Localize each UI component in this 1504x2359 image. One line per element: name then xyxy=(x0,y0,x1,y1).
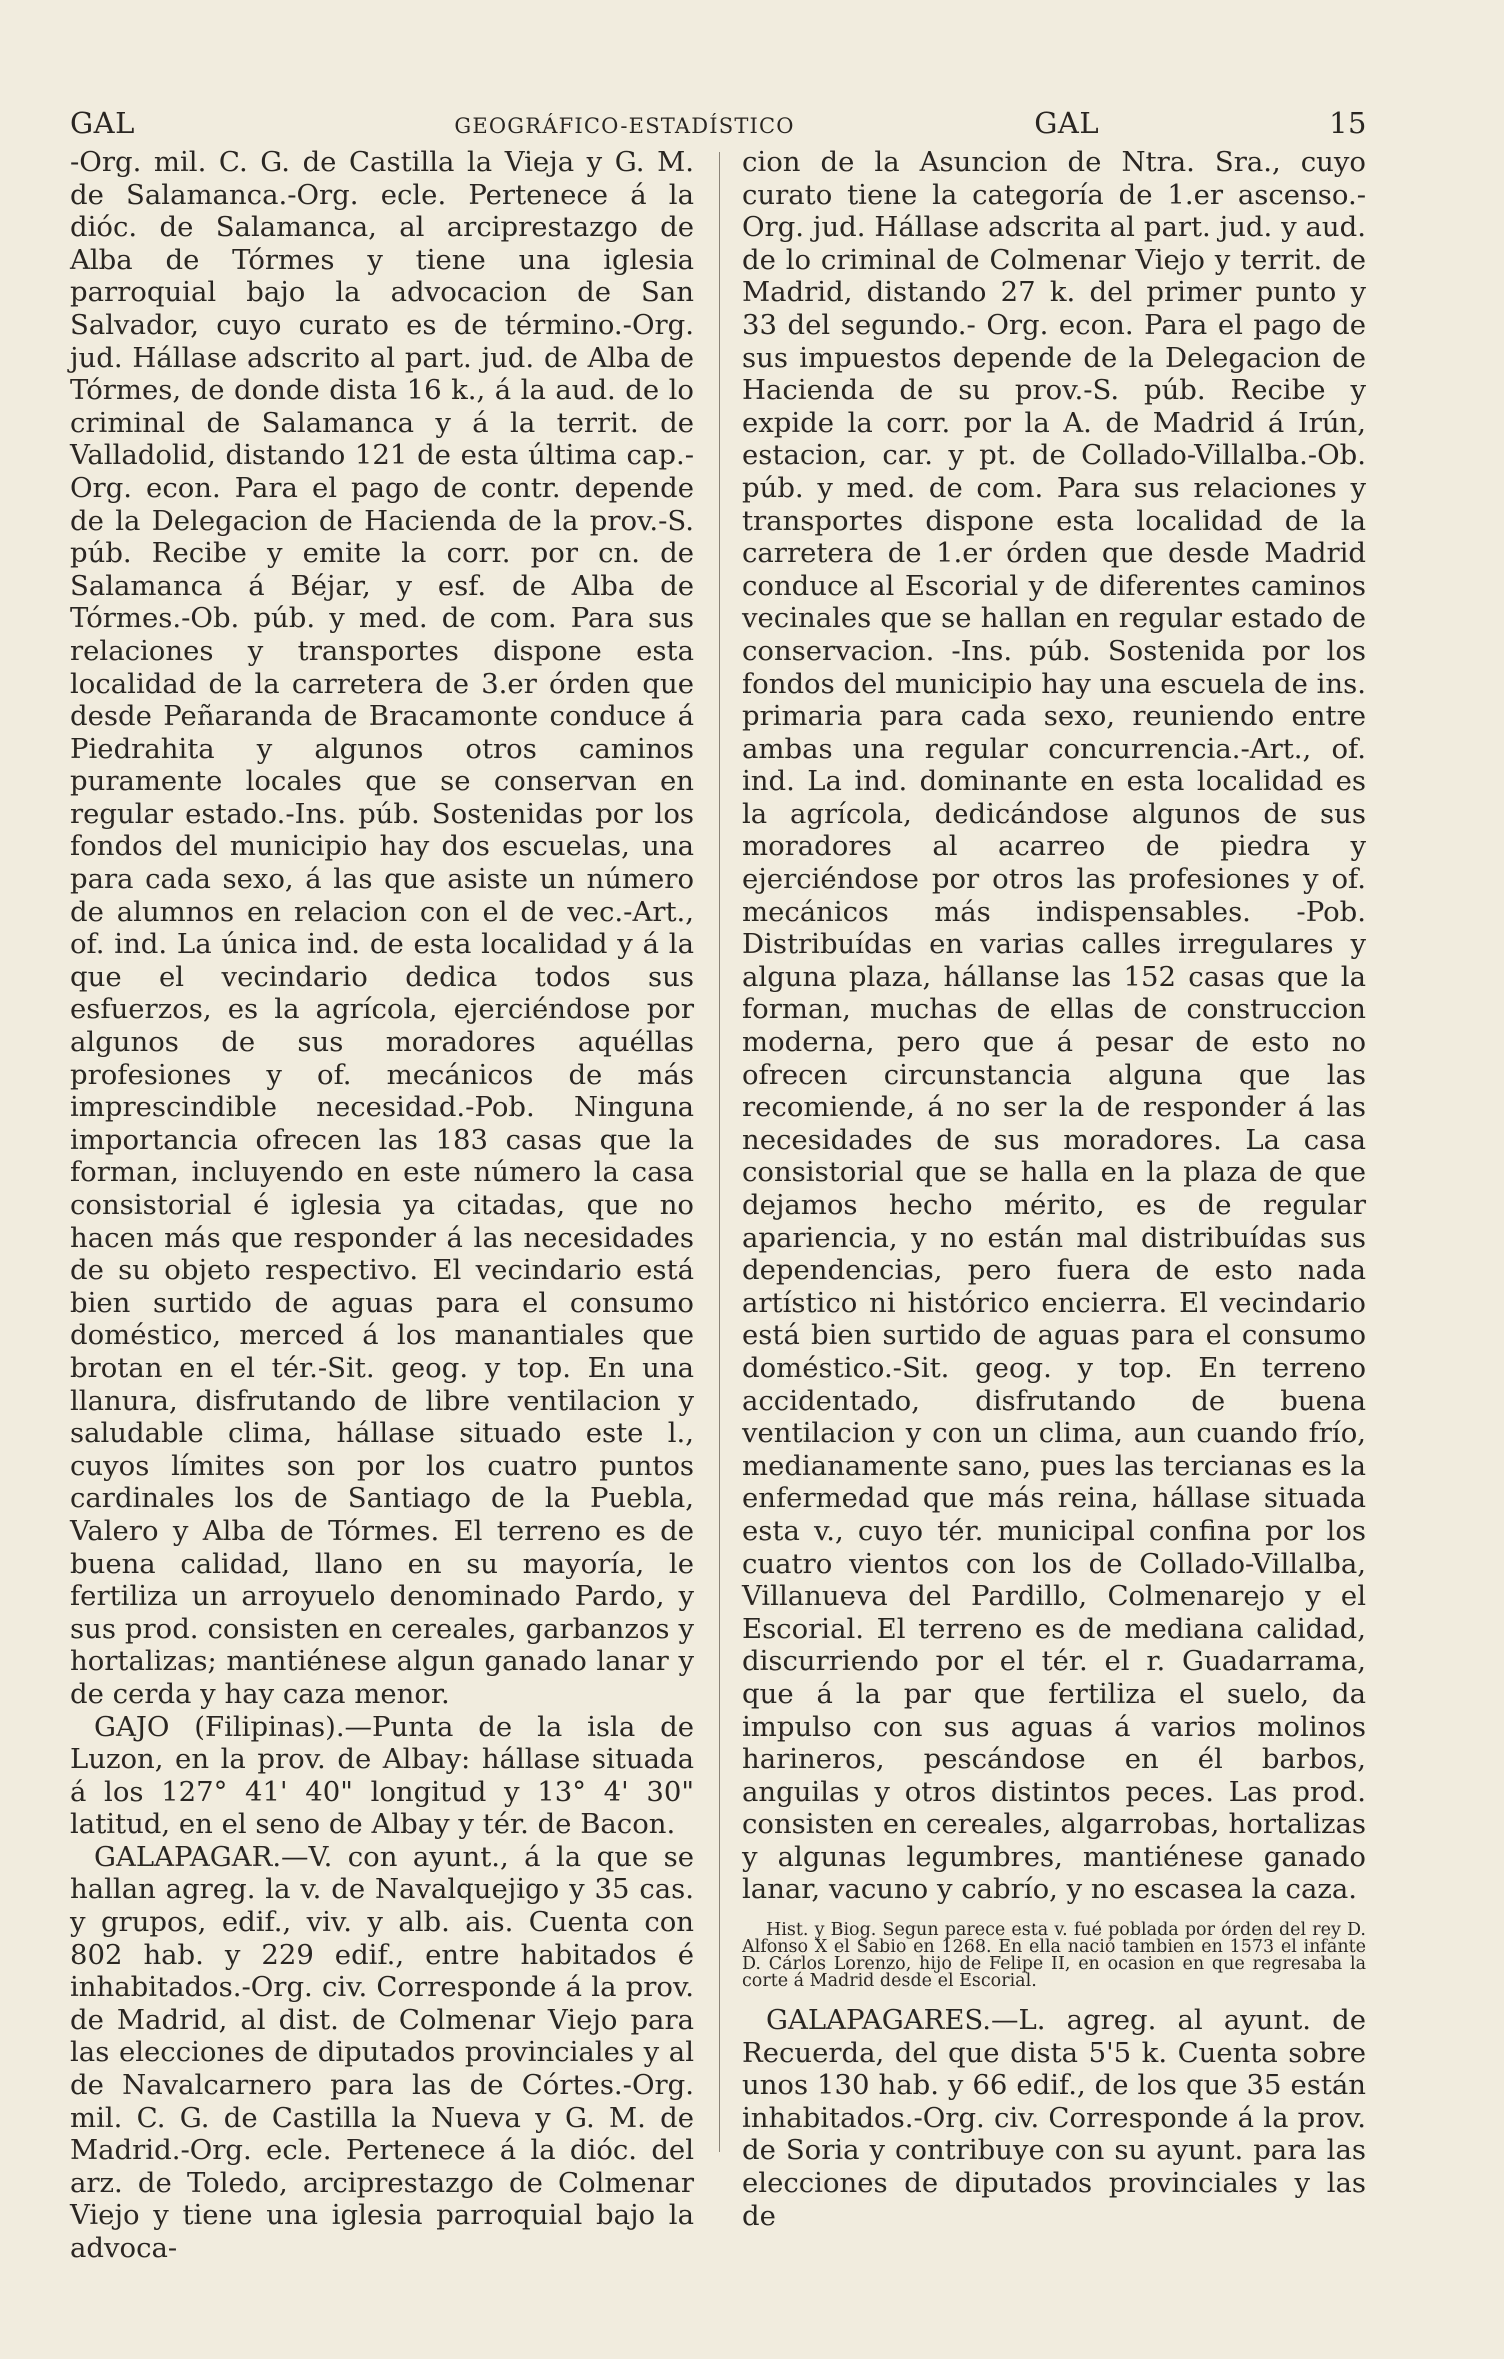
entry-galapagar: GALAPAGAR.—V. con ayunt., á la que se hallan agreg. la v. de Navalquejigo y 35 cas. y grupos, edif., viv. y alb. ais. Cuenta con 802 hab. y 229 edif., entre habitados é inhabitados.-Org. civ. Corresponde á la prov. de Madrid, al dist. de Colmenar Viejo para las elecciones de diputados provinciales y al de Navalcarnero para las de Córtes.-Org. mil. C. G. de Castilla la Nueva y G. M. de Madrid.-Org. ecle. Pertenece á la dióc. del arz. de Toledo, arciprestazgo de Colmenar Viejo y tiene una iglesia parroquial bajo la advoca- xyxy=(70,1840,694,2264)
entry-galapagar-continued: cion de la Asuncion de Ntra. Sra., cuyo curato tiene la categoría de 1.er ascenso.-Org. jud. Hállase adscrita al part. jud. y aud. de lo criminal de Colmenar Viejo y territ. de Madrid, distando 27 k. del primer punto y 33 del segundo.- Org. econ. Para el pago de sus impuestos depende de la Delegacion de Hacienda de su prov.-S. púb. Recibe y expide la corr. por la A. de Madrid á Irún, estacion, car. y pt. de Collado-Villalba.-Ob. púb. y med. de com. Para sus relaciones y transportes dispone esta localidad de la carretera de 1.er órden que desde Madrid conduce al Escorial y de diferentes caminos vecinales que se hallan en regular estado de conservacion. -Ins. púb. Sostenida por los fondos del municipio hay una escuela de ins. primaria para cada sexo, reuniendo entre ambas una regular concurrencia.-Art., of. ind. La ind. dominante en esta localidad es la agrícola, dedicándose algunos de sus moradores al acarreo de piedra y ejerciéndose por otros las profesiones y of. mecánicos más indispensables. -Pob. Distribuídas en varias calles irregulares y alguna plaza, hállanse las 152 casas que la forman, muchas de ellas de construccion moderna, pero que á pesar de esto no ofrecen circunstancia alguna que las recomiende, á no ser la de responder á las necesidades de sus moradores. La casa consistorial que se halla en la plaza de que dejamos hecho mérito, es de regular apariencia, y no están mal distribuídas sus dependencias, pero fuera de esto nada artístico ni histórico encierra. El vecindario está bien surtido de aguas para el consumo doméstico.-Sit. geog. y top. En terreno accidentado, disfrutando de buena ventilacion y con un clima, aun cuando frío, medianamente sano, pues las tercianas es la enfermedad que más reina, hállase situada esta v., cuyo tér. municipal confina por los cuatro vientos con los de Collado-Villalba, Villanueva del Pardillo, Colmenarejo y el Escorial. El terreno es de mediana calidad, discurriendo por el tér. el r. Guadarrama, que á la par que fertiliza el suelo, da impulso con sus aguas á varios molinos harineros, pescándose en él barbos, anguilas y otros distintos peces. Las prod. consisten en cereales, algarrobas, hortalizas y algunas legumbres, mantiénese ganado lanar, vacuno y cabrío, y no escasea la caza. xyxy=(742,146,1366,1906)
right-column xyxy=(742,146,1366,2232)
header-title: GEOGRÁFICO-ESTADÍSTICO xyxy=(454,114,795,138)
header-right-group xyxy=(1034,106,1367,140)
column-divider xyxy=(719,152,720,2152)
left-column xyxy=(70,146,694,2265)
entry-continuation-left: -Org. mil. C. G. de Castilla la Vieja y G. M. de Salamanca.-Org. ecle. Pertenece á la dióc. de Salamanca, al arciprestazgo de Alba de Tórmes y tiene una iglesia parroquial bajo la advocacion de San Salvador, cuyo curato es de término.-Org. jud. Hállase adscrito al part. jud. de Alba de Tórmes, de donde dista 16 k., á la aud. de lo criminal de Salamanca y á la territ. de Valladolid, distando 121 de esta última cap.-Org. econ. Para el pago de contr. depende de la Delegacion de Hacienda de la prov.-S. púb. Recibe y emite la corr. por cn. de Salamanca á Béjar, y esf. de Alba de Tórmes.-Ob. púb. y med. de com. Para sus relaciones y transportes dispone esta localidad de la carretera de 3.er órden que desde Peñaranda de Bracamonte conduce á Piedrahita y algunos otros caminos puramente locales que se conservan en regular estado.-Ins. púb. Sostenidas por los fondos del municipio hay dos escuelas, una para cada sexo, á las que asiste un número de alumnos en relacion con el de vec.-Art., of. ind. La única ind. de esta localidad y á la que el vecindario dedica todos sus esfuerzos, es la agrícola, ejerciéndose por algunos de sus moradores aquéllas profesiones y of. mecánicos de más imprescindible necesidad.-Pob. Ninguna importancia ofrecen las 183 casas que la forman, incluyendo en este número la casa consistorial é iglesia ya citadas, que no hacen más que responder á las necesidades de su objeto respectivo. El vecindario está bien surtido de aguas para el consumo doméstico, merced á los manantiales que brotan en el tér.-Sit. geog. y top. En una llanura, disfrutando de libre ventilacion y saludable clima, hállase situado este l., cuyos límites son por los cuatro puntos cardinales los de Santiago de la Puebla, Valero y Alba de Tórmes. El terreno es de buena calidad, llano en su mayoría, le fertiliza un arroyuelo denominado Pardo, y sus prod. consisten en cereales, garbanzos y hortalizas; mantiénese algun ganado lanar y de cerda y hay caza menor. xyxy=(70,146,694,1710)
page-number: 15 xyxy=(1329,106,1367,140)
historical-note: Hist. y Biog. Segun parece esta v. fué poblada por órden del rey D. Alfonso X el Sabio en 1268. En ella nació tambien en 1573 el infante D. Cárlos Lorenzo, hijo de Felipe II, en ocasion en que regresaba la corte á Madrid desde el Escorial. xyxy=(742,1920,1366,1992)
header-left-word: GAL xyxy=(70,106,135,140)
running-header xyxy=(70,106,1367,140)
header-right-word: GAL xyxy=(1034,106,1100,140)
entry-gajo: GAJO (Filipinas).—Punta de la isla de Luzon, en la prov. de Albay: hállase situada á los 127° 41' 40" longitud y 13° 4' 30" latitud, en el seno de Albay y tér. de Bacon. xyxy=(70,1710,694,1841)
entry-galapagares: GALAPAGARES.—L. agreg. al ayunt. de Recuerda, del que dista 5'5 k. Cuenta sobre unos 130 hab. y 66 edif., de los que 35 están inhabitados.-Org. civ. Corresponde á la prov. de Soria y contribuye con su ayunt. para las elecciones de diputados provinciales y las de xyxy=(742,2004,1366,2232)
